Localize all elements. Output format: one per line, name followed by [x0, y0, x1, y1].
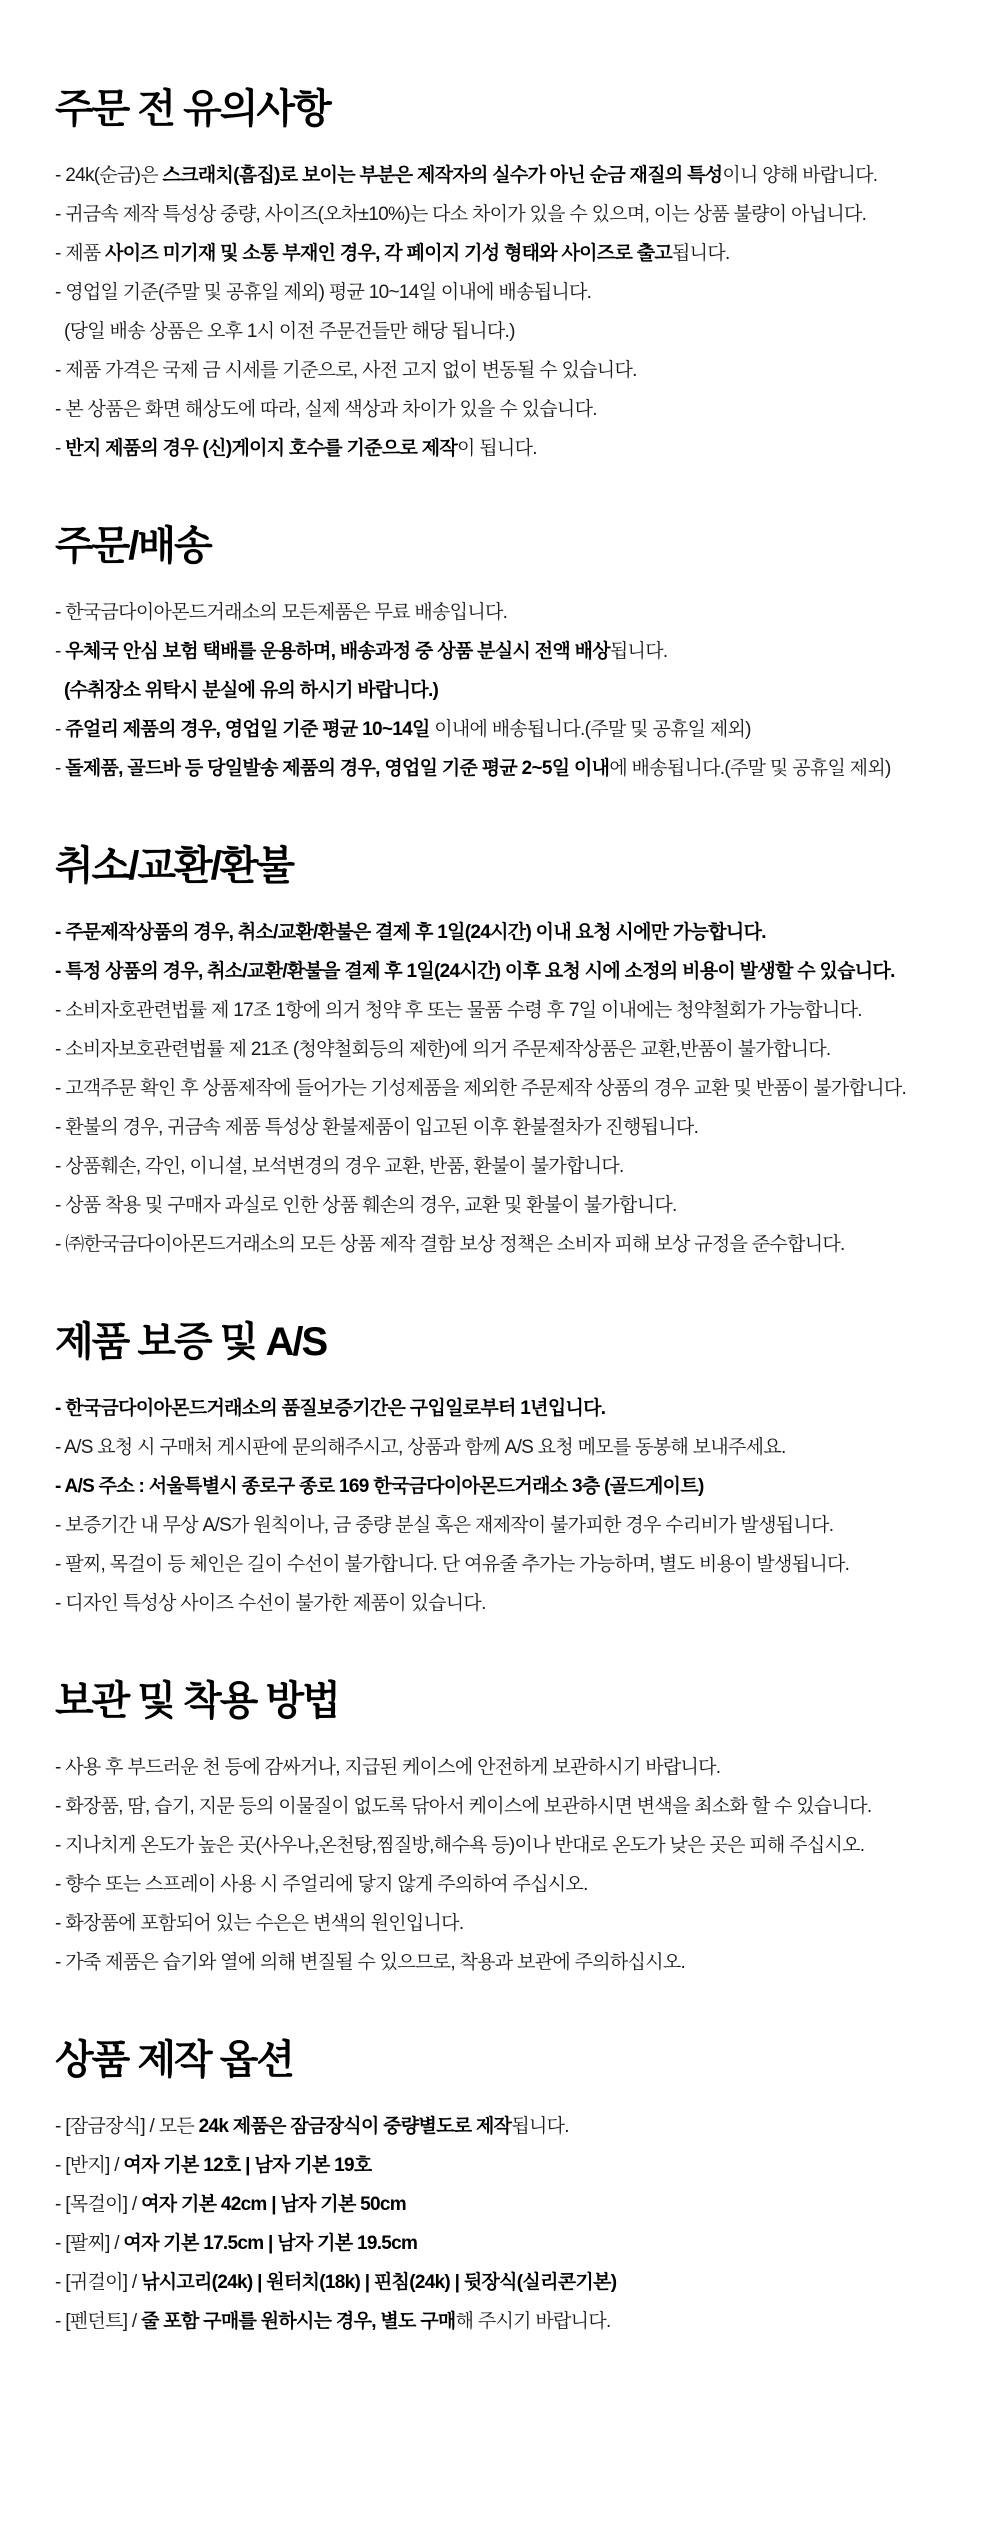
text-segment: - 본 상품은 화면 해상도에 따라, 실제 색상과 차이가 있을 수 있습니다.: [55, 399, 597, 420]
text-segment: 이니 양해 바랍니다.: [722, 165, 878, 186]
notice-line: [55, 283, 970, 303]
text-segment: 여자 기본 42cm | 남자 기본 50cm: [141, 2194, 406, 2215]
text-segment: 됩니다.: [609, 641, 668, 662]
text-segment: - 상품훼손, 각인, 이니셜, 보석변경의 경우 교환, 반품, 환불이 불가합니다.: [55, 1156, 624, 1177]
notice-line: [55, 2195, 970, 2215]
text-segment: (당일 배송 상품은 오후 1시 이전 주문건들만 해당 됩니다.): [64, 321, 515, 342]
notice-line: [55, 1555, 970, 1575]
text-segment: 낚시고리(24k) | 원터치(18k) | 핀침(24k) | 뒷장식(실리콘기본): [141, 2272, 617, 2293]
text-segment: - A/S 주소 : 서울특별시 종로구 종로 169 한국금다이아몬드거래소 3층 (골드게이트): [55, 1476, 704, 1497]
text-segment: 됩니다.: [672, 243, 730, 264]
text-segment: - 환불의 경우, 귀금속 제품 특성상 환불제품이 입고된 이후 환불절차가 진행됩니다.: [55, 1117, 699, 1138]
text-segment: 스크래치(흠집)로 보이는 부분은 제작자의 실수가 아닌 순금 재질의 특성: [162, 165, 723, 186]
text-segment: 해 주시기 바랍니다.: [455, 2311, 611, 2332]
text-segment: - 영업일 기준(주말 및 공휴일 제외) 평균 10~14일 이내에 배송됩니다.: [55, 282, 592, 303]
notice-section: [55, 86, 970, 459]
notice-line: [55, 720, 970, 740]
text-segment: - 사용 후 부드러운 천 등에 감싸거나, 지급된 케이스에 안전하게 보관하시기 바랍니다.: [55, 1757, 721, 1778]
text-segment: - 한국금다이아몬드거래소의 품질보증기간은 구입일로부터 1년입니다.: [55, 1398, 606, 1419]
text-segment: - 귀금속 제작 특성상 중량, 사이즈(오차±10%)는 다소 차이가 있을 수 있으며, 이는 상품 불량이 아닙니다.: [55, 204, 867, 225]
notice-line: [55, 1235, 970, 1255]
notice-line: [55, 1001, 970, 1021]
text-segment: 사이즈 미기재 및 소통 부재인 경우, 각 페이지 기성 형태와 사이즈로 출고: [105, 243, 673, 264]
section-title: 취소/교환/환불: [55, 844, 294, 888]
text-segment: -: [55, 719, 66, 740]
text-segment: - 향수 또는 스프레이 사용 시 주얼리에 닿지 않게 주의하여 주십시오.: [55, 1874, 588, 1895]
notice-line: [55, 1477, 970, 1497]
text-segment: 24k 제품은 잠금장식이 중량별도로 제작: [198, 2116, 512, 2137]
text-segment: - 제품 가격은 국제 금 시세를 기준으로, 사전 고지 없이 변동될 수 있습니다.: [55, 360, 637, 381]
notice-line: [55, 759, 970, 779]
notice-line: [55, 1875, 970, 1895]
text-segment: 여자 기본 12호 | 남자 기본 19호: [123, 2155, 372, 2176]
text-segment: - 지나치게 온도가 높은 곳(사우나,온천탕,찜질방,해수욕 등)이나 반대로 온도가 낮은 곳은 피해 주십시오.: [55, 1835, 865, 1856]
notice-line: [55, 244, 970, 264]
text-segment: - [펜던트] /: [55, 2311, 142, 2332]
text-segment: - [귀걸이] /: [55, 2272, 142, 2293]
text-segment: (수취장소 위탁시 분실에 유의 하시기 바랍니다.): [64, 680, 439, 701]
notice-line: [55, 361, 970, 381]
text-segment: 우체국 안심 보험 택배를 운용하며, 배송과정 중 상품 분실시 전액 배상: [65, 641, 610, 662]
text-segment: 여자 기본 17.5cm | 남자 기본 19.5cm: [123, 2233, 418, 2254]
text-segment: - [팔찌] /: [55, 2233, 124, 2254]
notice-line: [55, 166, 970, 186]
text-segment: - [목걸이] /: [55, 2194, 142, 2215]
text-segment: 이내에 배송됩니다.(주말 및 공휴일 제외): [429, 719, 751, 740]
notice-line: [55, 2117, 970, 2137]
text-segment: - 화장품, 땀, 습기, 지문 등의 이물질이 없도록 닦아서 케이스에 보관하시면 변색을 최소화 할 수 있습니다.: [55, 1796, 872, 1817]
text-segment: - [반지] /: [55, 2155, 124, 2176]
notice-line: [55, 1516, 970, 1536]
notice-section: [55, 2037, 970, 2332]
notice-line: [55, 1836, 970, 1856]
text-segment: 줄 포함 구매를 원하시는 경우, 별도 구매: [141, 2311, 456, 2332]
notice-section: [55, 1319, 970, 1614]
notice-section: [55, 523, 970, 779]
text-segment: - 제품: [55, 243, 106, 264]
text-segment: 에 배송됩니다.(주말 및 공휴일 제외): [609, 758, 891, 779]
text-segment: 쥬얼리 제품의 경우, 영업일 기준 평균 10~14일: [65, 719, 430, 740]
text-segment: - 특정 상품의 경우, 취소/교환/환불을 결제 후 1일(24시간) 이후 요청 시에 소정의 비용이 발생할 수 있습니다.: [55, 961, 895, 982]
text-segment: -: [55, 758, 66, 779]
text-segment: 이 됩니다.: [457, 438, 537, 459]
notice-line: [55, 923, 970, 943]
text-segment: - [잠금장식] / 모든: [55, 2116, 199, 2137]
text-segment: - A/S 요청 시 구매처 게시판에 문의해주시고, 상품과 함께 A/S 요청 메모를 동봉해 보내주세요.: [55, 1437, 786, 1458]
notice-line: [55, 962, 970, 982]
text-segment: 돌제품, 골드바 등 당일발송 제품의 경우, 영업일 기준 평균 2~5일 이내: [65, 758, 610, 779]
section-title: 주문/배송: [55, 524, 211, 568]
text-segment: - 한국금다이아몬드거래소의 모든제품은 무료 배송입니다.: [55, 602, 508, 623]
section-title: 주문 전 유의사항: [55, 87, 330, 131]
notice-line: [55, 2273, 970, 2293]
notice-line: [55, 1914, 970, 1934]
text-segment: - 소비자호관련법률 제 17조 1항에 의거 청약 후 또는 물품 수령 후 7일 이내에는 청약철회가 가능합니다.: [55, 1000, 862, 1021]
text-segment: - 고객주문 확인 후 상품제작에 들어가는 기성제품을 제외한 주문제작 상품의 경우 교환 및 반품이 불가합니다.: [55, 1078, 907, 1099]
notice-line: [55, 2312, 970, 2332]
text-segment: - 24k(순금)은: [55, 165, 163, 186]
notice-line: [55, 1118, 970, 1138]
section-title: 상품 제작 옵션: [55, 2038, 294, 2082]
notice-line: [55, 1953, 970, 1973]
text-segment: - ㈜한국금다이아몬드거래소의 모든 상품 제작 결함 보상 정책은 소비자 피해 보상 규정을 준수합니다.: [55, 1234, 845, 1255]
notice-line: [55, 642, 970, 662]
notice-line: [55, 1438, 970, 1458]
notice-line: [55, 1157, 970, 1177]
text-segment: -: [55, 641, 66, 662]
notice-line: [55, 1758, 970, 1778]
text-segment: - 팔찌, 목걸이 등 체인은 길이 수선이 불가합니다. 단 여유줄 추가는 가능하며, 별도 비용이 발생됩니다.: [55, 1554, 850, 1575]
text-segment: - 가죽 제품은 습기와 열에 의해 변질될 수 있으므로, 착용과 보관에 주의하십시오.: [55, 1952, 686, 1973]
notice-line: [55, 322, 970, 342]
notice-line: [55, 603, 970, 623]
notice-line: [55, 2234, 970, 2254]
notice-line: [55, 1594, 970, 1614]
text-segment: 반지 제품의 경우 (신)게이지 호수를 기준으로 제작: [65, 438, 458, 459]
text-segment: - 디자인 특성상 사이즈 수선이 불가한 제품이 있습니다.: [55, 1593, 486, 1614]
notice-line: [55, 1399, 970, 1419]
notice-line: [55, 1196, 970, 1216]
notice-line: [55, 1040, 970, 1060]
notice-line: [55, 1079, 970, 1099]
text-segment: - 보증기간 내 무상 A/S가 원칙이나, 금 중량 분실 혹은 재제작이 불가피한 경우 수리비가 발생됩니다.: [55, 1515, 834, 1536]
section-title: 보관 및 착용 방법: [55, 1679, 339, 1723]
notice-section: [55, 843, 970, 1255]
notice-section: [55, 1678, 970, 1973]
section-title: 제품 보증 및 A/S: [55, 1320, 327, 1364]
text-segment: - 상품 착용 및 구매자 과실로 인한 상품 훼손의 경우, 교환 및 환불이 불가합니다.: [55, 1195, 677, 1216]
notice-line: [55, 1797, 970, 1817]
text-segment: - 주문제작상품의 경우, 취소/교환/환불은 결제 후 1일(24시간) 이내 요청 시에만 가능합니다.: [55, 922, 766, 943]
text-segment: - 소비자보호관련법률 제 21조 (청약철회등의 제한)에 의거 주문제작상품은 교환,반품이 불가합니다.: [55, 1039, 831, 1060]
text-segment: 됩니다.: [511, 2116, 569, 2137]
notice-line: [55, 2156, 970, 2176]
notice-line: [55, 681, 970, 701]
notice-line: [55, 205, 970, 225]
text-segment: -: [55, 438, 66, 459]
text-segment: - 화장품에 포함되어 있는 수은은 변색의 원인입니다.: [55, 1913, 464, 1934]
notice-line: [55, 439, 970, 459]
notice-line: [55, 400, 970, 420]
